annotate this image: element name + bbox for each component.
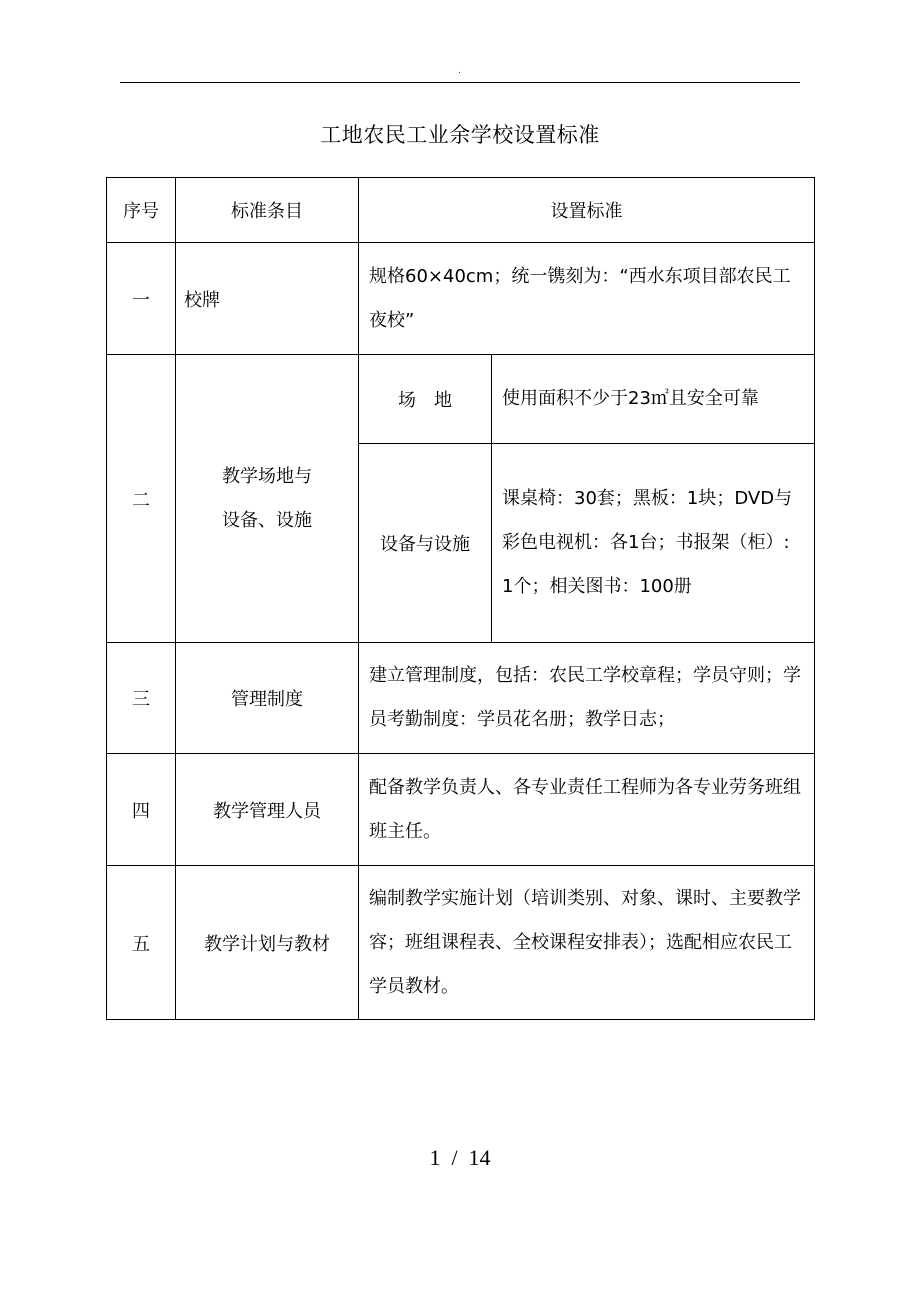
- table-row: [107, 754, 815, 866]
- row-no: 二: [107, 355, 176, 643]
- table-row: [107, 866, 815, 1020]
- row-standard: 配备教学负责人、各专业责任工程师为各专业劳务班组班主任。: [359, 754, 815, 866]
- table-row: [107, 243, 815, 355]
- document-title: 工地农民工业余学校设置标准: [320, 123, 600, 147]
- row-no: 四: [107, 754, 176, 866]
- page-indicator: 1 / 14: [429, 1145, 491, 1170]
- row-item-line: 教学场地与: [222, 465, 312, 487]
- row-standard: 编制教学实施计划（培训类别、对象、课时、主要教学容；班组课程表、全校课程安排表）；选配相应农民工学员教材。: [359, 866, 815, 1020]
- row-item: 管理制度: [176, 643, 359, 754]
- header-mark: .: [458, 66, 461, 76]
- row-item: 校牌: [176, 243, 359, 355]
- row-standard: 规格60×40cm；统一镌刻为：“西水东项目部农民工夜校”: [359, 243, 815, 355]
- row-item: 教学计划与教材: [176, 866, 359, 1020]
- row-item-line: 设备、设施: [222, 509, 312, 531]
- subrow-standard: 课桌椅：30套；黑板：1块；DVD与彩色电视机：各1台；书报架（柜）: 1个；相关图书：100册: [492, 444, 815, 643]
- header-rule: [120, 82, 800, 83]
- table-row: [107, 643, 815, 754]
- table-row: [107, 355, 815, 444]
- standards-table: [106, 177, 815, 1020]
- subrow-label: 设备与设施: [359, 444, 492, 643]
- row-item: 教学管理人员: [176, 754, 359, 866]
- row-no: 一: [107, 243, 176, 355]
- row-no: 五: [107, 866, 176, 1020]
- subrow-label: 场 地: [359, 355, 492, 444]
- table-header-row: [107, 178, 815, 243]
- row-standard: 建立管理制度，包括：农民工学校章程；学员守则；学员考勤制度：学员花名册；教学日志；: [359, 643, 815, 754]
- subrow-standard: 使用面积不少于23㎡且安全可靠: [492, 355, 815, 444]
- header-standard: 设置标准: [359, 178, 815, 243]
- header-item: 标准条目: [176, 178, 359, 243]
- header-no: 序号: [107, 178, 176, 243]
- row-no: 三: [107, 643, 176, 754]
- row-item: [176, 355, 359, 643]
